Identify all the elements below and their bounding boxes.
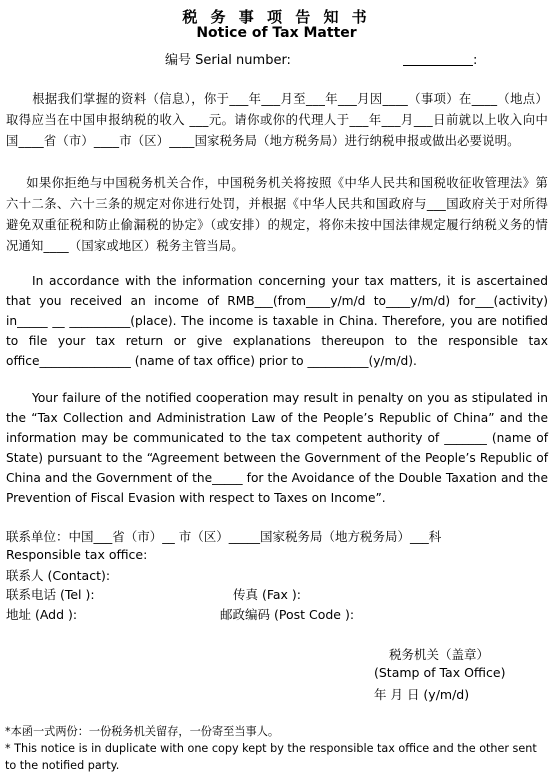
post-code-label: 邮政编码 (Post Code ): [220, 607, 355, 622]
serial-number-blank [403, 53, 473, 66]
paragraph-chinese-2-text: 如果你拒绝与中国税务机关合作，中国税务机关将按照《中华人民共和国税收征收管理法》第六十二条、六十三条的规定对你进行处罚，并根据《中华人民共和国政府与___国政府关于对所得避免双重征税和防止偷漏税的协定》（或安排）的规定，将你未按中国法律规定履行纳税义务的情况通知____（国家或地区）税务主管当局。 [6, 176, 548, 253]
paragraph-english-1 [6, 271, 548, 371]
serial-number-label: 编号 Serial number: [165, 53, 291, 68]
paragraph-english-2 [6, 388, 548, 508]
tel-label: 联系电话 (Tel ): [6, 587, 95, 602]
paragraph-chinese-1-text: 根据我们掌握的资料（信息），你于___年___月至___年___月因____（事项）在____（地点）取得应当在中国申报纳税的收入 ___元。请你或你的代理人于___年___月___日前就以上收入向中国____省（市）____市（区）____国家税务局（地方税务局）进行纳税申报或做出必要说明。 [6, 92, 548, 148]
stamp-label-english: (Stamp of Tax Office) [374, 665, 506, 680]
paragraph-english-2-text: Your failure of the notified cooperation may result in penalty on you as stipulated in the “Tax Collection and Administration Law of the People’s Republic of China” and the information may be communicated to the tax competent authority of _______ (name of State) pursuant to the “Agreement between the Government of the People’s Republic of China and the Government of the_____ for the Avoidance of the Double Taxation and the Prevention of Fiscal Evasion with respect to Taxes on Income”. [6, 391, 548, 505]
title-chinese: 税 务 事 项 告 知 书 [182, 8, 371, 26]
fax-label: 传真 (Fax ): [233, 587, 302, 602]
serial-number-colon: : [472, 53, 478, 68]
title-english: Notice of Tax Matter [196, 25, 357, 41]
contact-unit-line: 联系单位：中国___省（市）__ 市（区）_____国家税务局（地方税务局）___科 [6, 529, 442, 544]
contact-person-label: 联系人 (Contact): [6, 568, 111, 583]
paragraph-chinese-2 [6, 173, 548, 257]
footnote-chinese: *本函一式两份：一份税务机关留存，一份寄至当事人。 [5, 725, 280, 738]
paragraph-chinese-1 [6, 89, 548, 152]
serial-number-line [165, 49, 477, 68]
paragraph-english-1-text: In accordance with the information concerning your tax matters, it is ascertained that you received an income of RMB___(from____y/m/d to____y/m/d) for___(activity) in_____ __ __________(place). The income is taxable in China. Therefore, you are notified to file your tax return or give explanations thereupon to the responsible tax office_______________ (name of tax office) prior to __________(y/m/d). [6, 274, 548, 368]
stamp-label-chinese: 税务机关（盖章） [389, 647, 490, 662]
footnote-english: * This notice is in duplicate with one copy kept by the responsible tax office and the other sent to the notified party. [5, 742, 537, 772]
address-label: 地址 (Add ): [6, 607, 78, 622]
date-line: 年 月 日 (y/m/d) [374, 687, 470, 702]
responsible-office-label: Responsible tax office: [6, 547, 148, 562]
